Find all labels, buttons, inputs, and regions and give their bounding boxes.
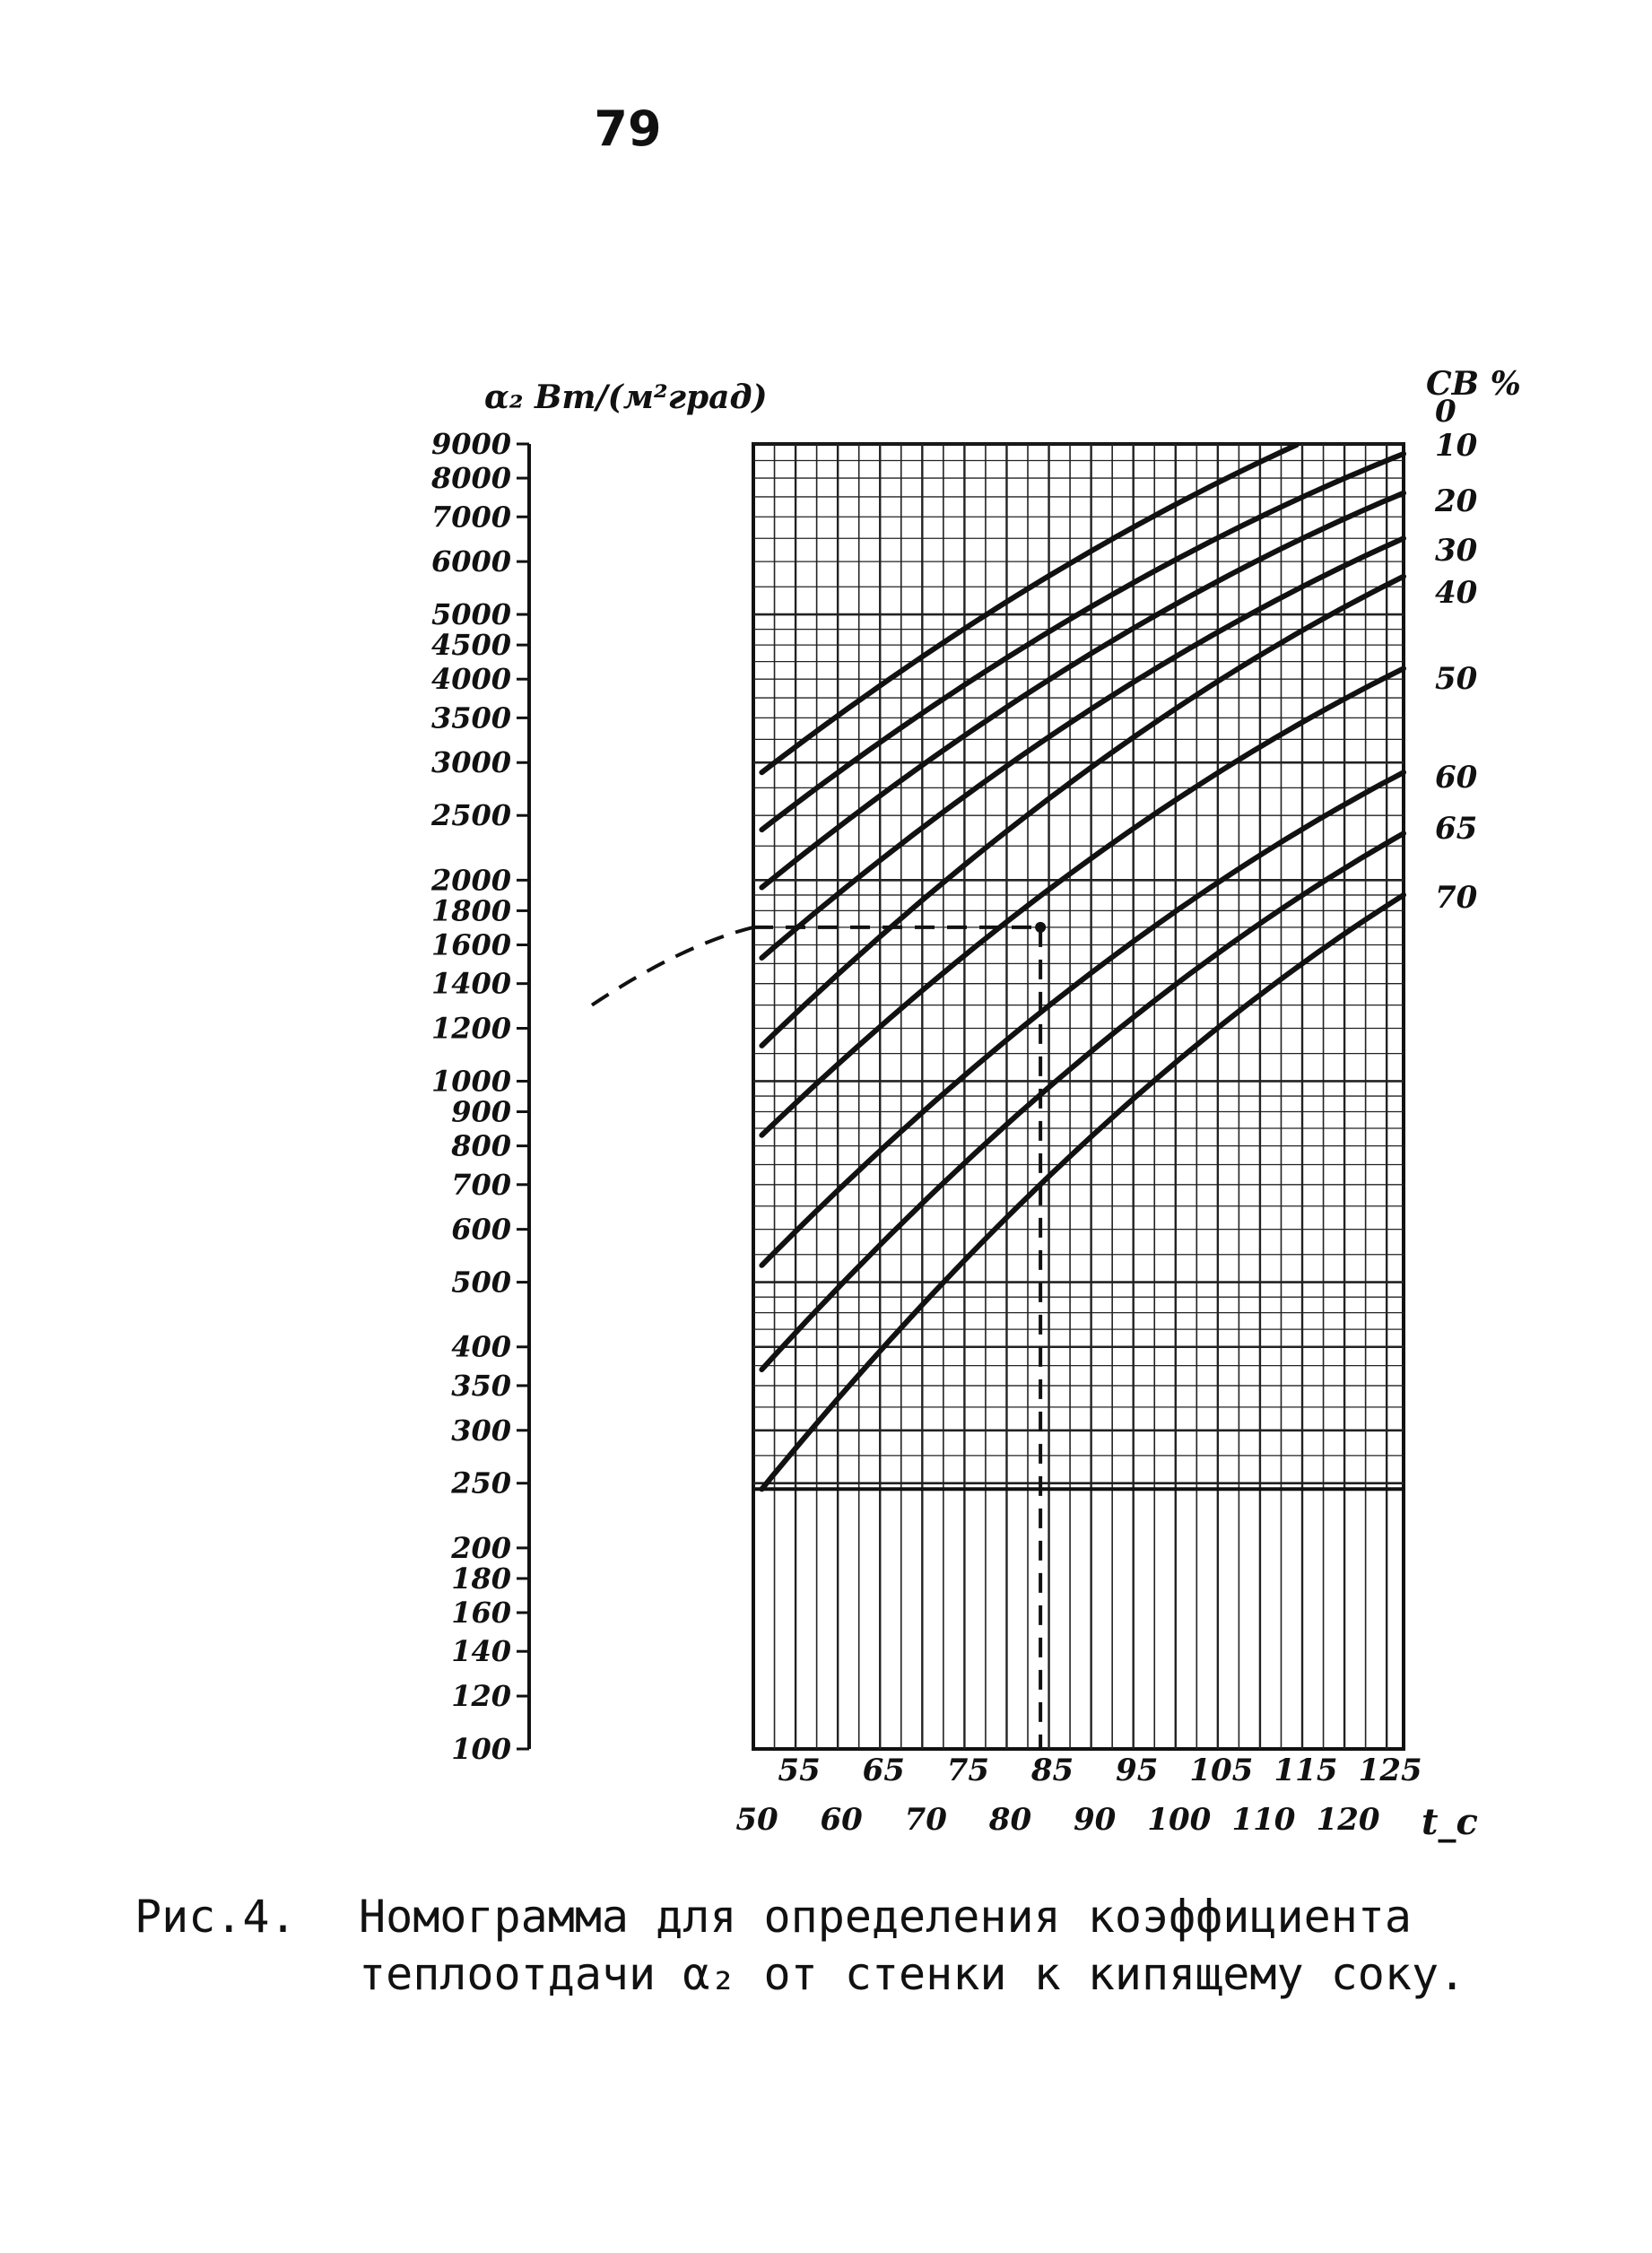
concentration-label: 0 bbox=[1435, 394, 1456, 430]
concentration-label: 50 bbox=[1435, 661, 1478, 697]
series-curve-0 bbox=[761, 445, 1296, 772]
figure-label: Рис.4. bbox=[135, 1891, 297, 1943]
x-tick-label-lower: 60 bbox=[820, 1802, 863, 1838]
y-tick-label: 180 bbox=[451, 1561, 511, 1596]
y-tick-label: 100 bbox=[451, 1732, 511, 1766]
y-tick-label: 4000 bbox=[430, 662, 511, 697]
y-tick-label: 7000 bbox=[430, 500, 511, 535]
x-tick-label-lower: 50 bbox=[735, 1802, 778, 1838]
x-tick-label-lower: 70 bbox=[904, 1802, 947, 1838]
x-tick-label-lower: 110 bbox=[1231, 1802, 1296, 1838]
y-tick-label: 700 bbox=[451, 1167, 511, 1202]
figure-caption bbox=[135, 1888, 1534, 2003]
x-tick-label-upper: 125 bbox=[1358, 1753, 1422, 1788]
y-tick-label: 120 bbox=[451, 1679, 511, 1714]
y-tick-label: 250 bbox=[451, 1466, 511, 1501]
concentration-label: 10 bbox=[1435, 428, 1478, 464]
y-tick-label: 3000 bbox=[430, 745, 511, 780]
x-tick-label-upper: 65 bbox=[862, 1753, 905, 1788]
x-tick-label-upper: 75 bbox=[946, 1753, 990, 1788]
y-tick-label: 1800 bbox=[430, 893, 511, 928]
x-tick-label-upper: 85 bbox=[1030, 1753, 1074, 1788]
y-tick-label: 2500 bbox=[430, 798, 511, 833]
y-tick-label: 500 bbox=[451, 1265, 511, 1300]
x-tick-label-lower: 90 bbox=[1073, 1802, 1117, 1838]
x-tick-label-upper: 105 bbox=[1189, 1753, 1254, 1788]
axes bbox=[517, 444, 529, 1749]
y-tick-label: 4500 bbox=[430, 628, 511, 663]
concentration-label: 40 bbox=[1435, 575, 1478, 611]
y-tick-label: 3500 bbox=[430, 700, 511, 735]
grid bbox=[753, 444, 1404, 1749]
series-curve-65 bbox=[761, 833, 1404, 1370]
example-point bbox=[1035, 922, 1046, 933]
figure-caption-text: Номограмма для определения коэффициента теплоотдачи α₂ от стенки к кипящему соку. bbox=[359, 1891, 1466, 2000]
concentration-label: 30 bbox=[1435, 533, 1478, 569]
y-tick-label: 400 bbox=[451, 1329, 511, 1364]
x-tick-label-upper: 55 bbox=[778, 1753, 821, 1788]
concentration-label: 70 bbox=[1435, 880, 1478, 916]
y-tick-label: 900 bbox=[451, 1094, 511, 1129]
y-tick-label: 800 bbox=[451, 1128, 511, 1163]
y-tick-label: 350 bbox=[451, 1368, 511, 1403]
y-axis-label: α₂ Вт/(м²град) bbox=[484, 378, 768, 416]
y-tick-label: 6000 bbox=[430, 544, 511, 579]
x-tick-label-lower: 80 bbox=[988, 1802, 1032, 1838]
x-axis-label: t_c bbox=[1422, 1801, 1478, 1843]
right-axis-label: СВ % bbox=[1426, 365, 1521, 403]
y-tick-label: 300 bbox=[451, 1413, 511, 1448]
y-tick-label: 1200 bbox=[430, 1011, 511, 1046]
page-number: 79 bbox=[594, 100, 662, 157]
y-tick-label: 1400 bbox=[430, 966, 511, 1001]
concentration-label: 20 bbox=[1435, 483, 1478, 519]
y-tick-label: 140 bbox=[451, 1634, 511, 1669]
y-tick-label: 5000 bbox=[430, 597, 511, 632]
series-curve-50 bbox=[761, 668, 1404, 1135]
concentration-label: 65 bbox=[1435, 811, 1478, 847]
example-dashed-curve bbox=[592, 927, 753, 1005]
y-tick-label: 8000 bbox=[430, 461, 511, 496]
x-tick-label-lower: 100 bbox=[1147, 1802, 1212, 1838]
x-tick-label-upper: 95 bbox=[1116, 1753, 1159, 1788]
y-tick-label: 1000 bbox=[430, 1064, 511, 1099]
concentration-label: 60 bbox=[1435, 760, 1478, 796]
y-tick-label: 160 bbox=[451, 1596, 511, 1631]
x-tick-label-upper: 115 bbox=[1274, 1753, 1338, 1788]
y-tick-label: 1600 bbox=[430, 927, 511, 962]
x-tick-label-lower: 120 bbox=[1316, 1802, 1380, 1838]
y-tick-label: 600 bbox=[451, 1212, 511, 1247]
y-tick-label: 200 bbox=[451, 1530, 511, 1565]
y-tick-label: 9000 bbox=[430, 427, 511, 461]
y-tick-label: 2000 bbox=[430, 863, 511, 898]
